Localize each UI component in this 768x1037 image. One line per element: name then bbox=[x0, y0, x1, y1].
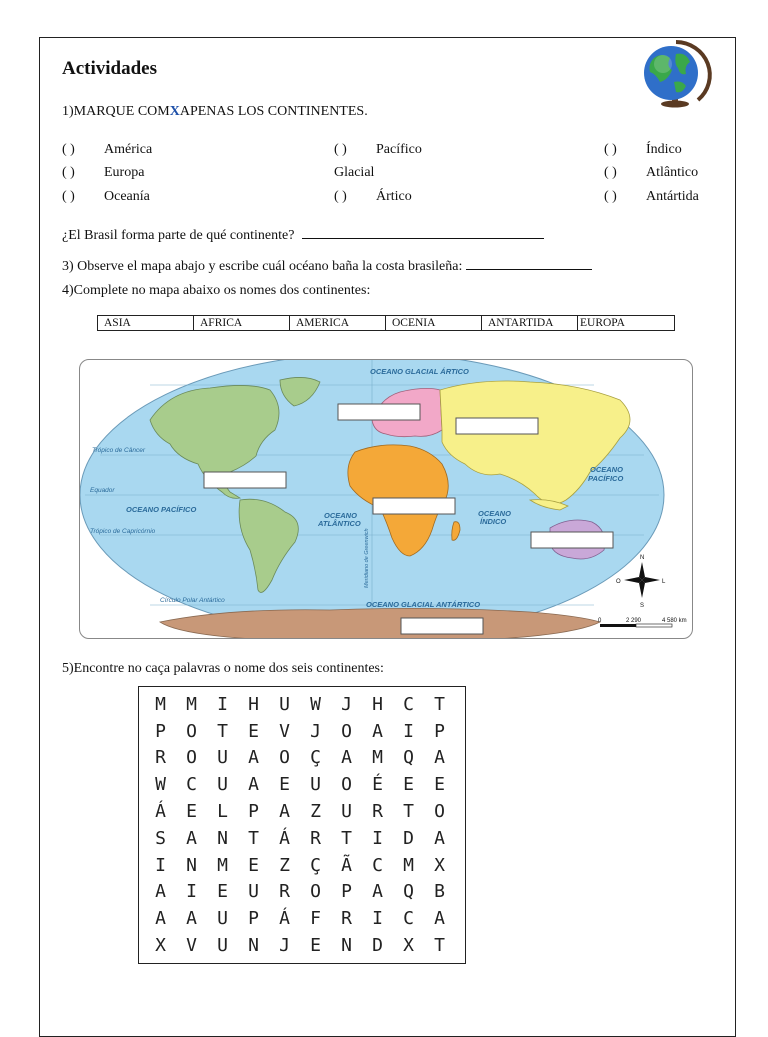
word-search-letter[interactable]: E bbox=[186, 801, 197, 823]
world-map bbox=[79, 359, 693, 639]
word-search-letter[interactable]: O bbox=[186, 720, 197, 742]
word-search-letter[interactable]: F bbox=[310, 908, 321, 930]
word-search-letter[interactable]: R bbox=[341, 908, 352, 930]
compass-s: S bbox=[640, 603, 645, 609]
word-search-letter[interactable]: W bbox=[310, 693, 321, 715]
word-search-letter[interactable]: U bbox=[248, 881, 259, 903]
word-search-letter[interactable]: C bbox=[186, 774, 197, 796]
continent-answer-box[interactable] bbox=[373, 498, 455, 514]
word-search-letter[interactable]: Á bbox=[279, 827, 290, 849]
word-search-letter[interactable]: U bbox=[217, 908, 228, 930]
scale-2: 4 580 km bbox=[662, 618, 687, 624]
indian-label-2: ÍNDICO bbox=[480, 517, 507, 526]
q1-text-end: APENAS LOS CONTINENTES. bbox=[179, 104, 368, 119]
option-europa[interactable] bbox=[62, 165, 144, 181]
compass-n: N bbox=[640, 555, 645, 561]
scale-0: 0 bbox=[598, 618, 602, 624]
word-search-letter[interactable]: X bbox=[434, 854, 445, 876]
option-artico[interactable] bbox=[334, 189, 412, 205]
name-cell: EUROPA bbox=[580, 317, 625, 329]
word-search-letter[interactable]: E bbox=[217, 881, 228, 903]
word-search-letter[interactable]: U bbox=[217, 747, 228, 769]
continent-names-table bbox=[97, 315, 675, 331]
word-search-letter[interactable]: J bbox=[279, 935, 290, 957]
word-search-letter[interactable]: V bbox=[186, 935, 197, 957]
pacific-east-label-2: PACÍFICO bbox=[588, 474, 624, 483]
option-label: Pacífico bbox=[376, 142, 422, 157]
word-search-letter[interactable]: D bbox=[403, 827, 414, 849]
option-antartida[interactable] bbox=[604, 189, 699, 205]
word-search-letter[interactable]: A bbox=[279, 801, 290, 823]
word-search-letter[interactable]: P bbox=[248, 801, 259, 823]
indian-label-1: OCEANO bbox=[478, 509, 511, 518]
equator-label: Equador bbox=[90, 487, 115, 494]
option-checkbox[interactable]: ( ) bbox=[62, 189, 75, 204]
word-search-letter[interactable]: N bbox=[217, 827, 228, 849]
word-search-row bbox=[145, 852, 455, 879]
word-search-letter[interactable]: T bbox=[341, 827, 352, 849]
atlantic-label-2: ATLÂNTICO bbox=[318, 519, 361, 528]
word-search-letter[interactable]: A bbox=[248, 774, 259, 796]
word-search-letter[interactable]: A bbox=[372, 720, 383, 742]
word-search-letter[interactable]: T bbox=[217, 720, 228, 742]
option-pacifico[interactable] bbox=[334, 142, 422, 158]
q2-text: ¿El Brasil forma parte de qué continente? bbox=[62, 228, 295, 243]
antarctica-shape bbox=[160, 608, 600, 639]
word-search-letter[interactable]: M bbox=[155, 693, 166, 715]
word-search-letter[interactable]: Ã bbox=[341, 854, 352, 876]
q2-answer-line[interactable] bbox=[302, 224, 544, 239]
word-search-letter[interactable]: P bbox=[434, 720, 445, 742]
word-search-letter[interactable]: E bbox=[279, 774, 290, 796]
arctic-label: OCEANO GLACIAL ÁRTICO bbox=[370, 367, 469, 376]
word-search-letter[interactable]: N bbox=[248, 935, 259, 957]
word-search-row bbox=[145, 798, 455, 825]
word-search-row bbox=[145, 691, 455, 718]
word-search-letter[interactable]: L bbox=[217, 801, 228, 823]
word-search-letter[interactable]: H bbox=[372, 693, 383, 715]
word-search-letter[interactable]: P bbox=[248, 908, 259, 930]
word-search-letter[interactable]: J bbox=[341, 693, 352, 715]
word-search-letter[interactable]: R bbox=[372, 801, 383, 823]
tropic-cancer-label: Trópico de Câncer bbox=[92, 447, 145, 454]
word-search-letter[interactable]: A bbox=[341, 747, 352, 769]
name-cell: ASIA bbox=[98, 316, 194, 330]
scale-bar bbox=[598, 618, 687, 627]
option-checkbox[interactable]: ( ) bbox=[334, 189, 347, 204]
option-label: Antártida bbox=[646, 189, 699, 204]
word-search-letter[interactable]: J bbox=[310, 720, 321, 742]
word-search-letter[interactable]: U bbox=[217, 774, 228, 796]
word-search-letter[interactable]: Q bbox=[403, 747, 414, 769]
word-search-letter[interactable]: I bbox=[155, 854, 166, 876]
word-search-row bbox=[145, 745, 455, 772]
option-label: Europa bbox=[104, 165, 145, 180]
word-search-letter[interactable]: C bbox=[403, 693, 414, 715]
option-checkbox[interactable]: ( ) bbox=[62, 165, 75, 180]
word-search-letter[interactable]: O bbox=[186, 747, 197, 769]
question-2 bbox=[62, 224, 544, 244]
word-search-letter[interactable]: A bbox=[186, 827, 197, 849]
word-search-letter[interactable]: R bbox=[155, 747, 166, 769]
word-search-letter[interactable]: C bbox=[372, 854, 383, 876]
word-search-letter[interactable]: P bbox=[155, 720, 166, 742]
word-search-letter[interactable]: O bbox=[434, 801, 445, 823]
word-search-letter[interactable]: O bbox=[341, 774, 352, 796]
option-oceania[interactable] bbox=[62, 189, 150, 205]
word-search-letter[interactable]: A bbox=[434, 908, 445, 930]
option-checkbox[interactable]: ( ) bbox=[604, 165, 617, 180]
compass-l: L bbox=[662, 579, 666, 585]
option-label: Glacial bbox=[334, 165, 375, 180]
word-search-letter[interactable]: O bbox=[310, 881, 321, 903]
option-label: Ártico bbox=[376, 189, 412, 204]
word-search-letter[interactable]: A bbox=[372, 881, 383, 903]
q3-answer-line[interactable] bbox=[466, 255, 592, 270]
word-search-letter[interactable]: T bbox=[403, 801, 414, 823]
option-indico[interactable] bbox=[604, 142, 682, 158]
word-search-row bbox=[145, 825, 455, 852]
word-search-letter[interactable]: N bbox=[341, 935, 352, 957]
word-search-letter[interactable]: U bbox=[217, 935, 228, 957]
word-search-letter[interactable]: V bbox=[279, 720, 290, 742]
word-search-letter[interactable]: X bbox=[403, 935, 414, 957]
word-search-letter[interactable]: A bbox=[155, 881, 166, 903]
word-search-letter[interactable]: W bbox=[155, 774, 166, 796]
compass-o: O bbox=[616, 579, 621, 585]
greenwich-label: Meridiano de Greenwich bbox=[364, 528, 370, 588]
question-5: 5)Encontre no caça palavras o nome dos seis continentes: bbox=[62, 661, 384, 676]
word-search-letter[interactable]: B bbox=[434, 881, 445, 903]
word-search-letter[interactable]: Ç bbox=[310, 854, 321, 876]
word-search-letter[interactable]: E bbox=[310, 935, 321, 957]
word-search-letter[interactable]: M bbox=[403, 854, 414, 876]
word-search-letter[interactable]: I bbox=[372, 827, 383, 849]
globe-icon bbox=[632, 40, 716, 108]
word-search-row bbox=[145, 879, 455, 906]
word-search-letter[interactable]: O bbox=[341, 720, 352, 742]
word-search-letter[interactable]: E bbox=[403, 774, 414, 796]
continent-answer-box[interactable] bbox=[338, 404, 420, 420]
word-search-letter[interactable]: I bbox=[186, 881, 197, 903]
option-label: Índico bbox=[646, 142, 682, 157]
word-search-letter[interactable]: É bbox=[372, 774, 383, 796]
pacific-east-label-1: OCEANO bbox=[590, 465, 623, 474]
word-search-letter[interactable]: Á bbox=[155, 801, 166, 823]
tropic-capricorn-label: Trópico de Capricórnio bbox=[90, 528, 156, 535]
option-checkbox[interactable]: ( ) bbox=[334, 142, 347, 157]
word-search-letter[interactable]: A bbox=[155, 908, 166, 930]
name-cell: AFRICA bbox=[194, 316, 290, 330]
continent-answer-box[interactable] bbox=[456, 418, 538, 434]
option-glacial bbox=[334, 165, 374, 181]
q1-mark: X bbox=[169, 104, 180, 119]
word-search-letter[interactable]: U bbox=[310, 774, 321, 796]
word-search-letter[interactable]: R bbox=[279, 881, 290, 903]
word-search-letter[interactable]: T bbox=[434, 693, 445, 715]
question-4: 4)Complete no mapa abaixo os nomes dos continentes: bbox=[62, 283, 371, 298]
word-search-letter[interactable]: U bbox=[279, 693, 290, 715]
word-search-letter[interactable]: C bbox=[403, 908, 414, 930]
question-1 bbox=[62, 104, 368, 120]
q3-text: 3) Observe el mapa abajo y escribe cuál océano baña la costa brasileña: bbox=[62, 259, 463, 274]
word-search-letter[interactable]: T bbox=[248, 827, 259, 849]
word-search-letter[interactable]: M bbox=[372, 747, 383, 769]
word-search-letter[interactable]: D bbox=[372, 935, 383, 957]
name-cell: AMERICA bbox=[290, 316, 386, 330]
word-search-letter[interactable]: E bbox=[434, 774, 445, 796]
word-search-letter[interactable]: H bbox=[248, 693, 259, 715]
option-checkbox[interactable]: ( ) bbox=[62, 142, 75, 157]
word-search-row bbox=[145, 771, 455, 798]
option-checkbox[interactable]: ( ) bbox=[604, 189, 617, 204]
atlantic-label-1: OCEANO bbox=[324, 511, 357, 520]
option-checkbox[interactable]: ( ) bbox=[604, 142, 617, 157]
word-search-letter[interactable]: I bbox=[372, 908, 383, 930]
word-search-letter[interactable]: M bbox=[186, 693, 197, 715]
name-cell: OCENIA bbox=[386, 316, 482, 330]
antarctic-ocean-label: OCEANO GLACIAL ANTÁRTICO bbox=[366, 600, 481, 609]
q1-text: 1)MARQUE COM bbox=[62, 104, 170, 119]
antarctic-circle-label: Círculo Polar Antártico bbox=[160, 597, 225, 604]
option-label: Atlântico bbox=[646, 165, 699, 180]
word-search-letter[interactable]: I bbox=[403, 720, 414, 742]
word-search-letter[interactable]: X bbox=[155, 935, 166, 957]
continent-answer-box[interactable] bbox=[531, 532, 613, 548]
word-search-letter[interactable]: A bbox=[434, 827, 445, 849]
option-label: Oceanía bbox=[104, 189, 150, 204]
word-search-row bbox=[145, 932, 455, 959]
word-search-letter[interactable]: T bbox=[434, 935, 445, 957]
word-search-letter[interactable]: A bbox=[248, 747, 259, 769]
word-search-letter[interactable]: O bbox=[279, 747, 290, 769]
word-search-letter[interactable]: N bbox=[186, 854, 197, 876]
option-atlantico[interactable] bbox=[604, 165, 698, 181]
word-search-row bbox=[145, 718, 455, 745]
word-search-letter[interactable]: Á bbox=[279, 908, 290, 930]
option-label: América bbox=[104, 142, 153, 157]
continent-answer-box[interactable] bbox=[204, 472, 286, 488]
word-search-letter[interactable]: Z bbox=[310, 801, 321, 823]
word-search-letter[interactable]: S bbox=[155, 827, 166, 849]
word-search-letter[interactable]: I bbox=[217, 693, 228, 715]
word-search-letter[interactable]: E bbox=[248, 854, 259, 876]
word-search-letter[interactable]: Ç bbox=[310, 747, 321, 769]
word-search-letter[interactable]: E bbox=[248, 720, 259, 742]
option-america[interactable] bbox=[62, 142, 152, 158]
word-search-letter[interactable]: Q bbox=[403, 881, 414, 903]
continent-answer-box[interactable] bbox=[401, 618, 483, 634]
scale-1: 2 290 bbox=[626, 618, 642, 624]
word-search-table bbox=[145, 691, 455, 959]
question-3 bbox=[62, 255, 592, 275]
name-cell: ANTARTIDA bbox=[482, 316, 578, 330]
word-search-grid bbox=[138, 686, 466, 964]
word-search-letter[interactable]: U bbox=[341, 801, 352, 823]
word-search-letter[interactable]: Z bbox=[279, 854, 290, 876]
word-search-letter[interactable]: R bbox=[310, 827, 321, 849]
word-search-letter[interactable]: A bbox=[434, 747, 445, 769]
word-search-row bbox=[145, 905, 455, 932]
page-title: Actividades bbox=[62, 58, 157, 79]
word-search-letter[interactable]: P bbox=[341, 881, 352, 903]
pacific-west-label: OCEANO PACÍFICO bbox=[126, 505, 197, 514]
word-search-letter[interactable]: M bbox=[217, 854, 228, 876]
word-search-letter[interactable]: A bbox=[186, 908, 197, 930]
